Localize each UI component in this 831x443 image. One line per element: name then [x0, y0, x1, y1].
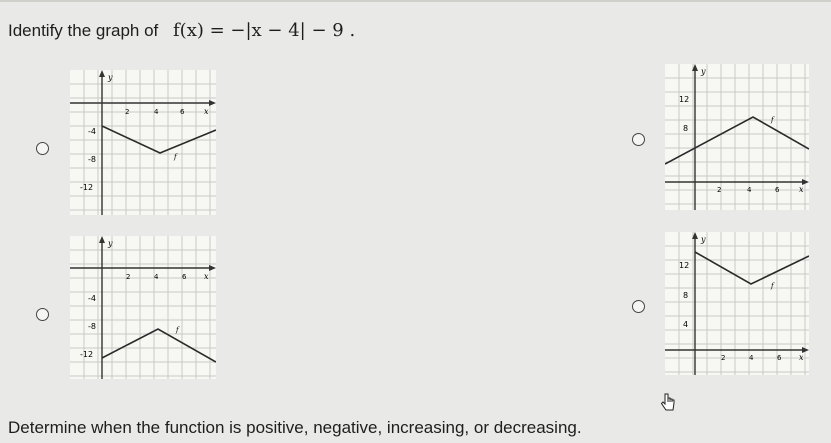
x-tick-label: 4: [747, 186, 752, 194]
curve-label: f: [174, 153, 177, 161]
y-tick-label: 12: [679, 95, 690, 104]
y-tick-label: -8: [88, 155, 96, 164]
x-tick-label: 2: [717, 186, 722, 194]
instructions-text: Determine when the function is positive, negative, increasing, or decreasing.: [8, 418, 582, 437]
y-tick-label: -12: [80, 350, 94, 359]
x-tick-label: 4: [154, 108, 159, 116]
x-axis-label: x: [204, 272, 209, 281]
question-prompt: Identify the graph of: [8, 21, 159, 40]
option-c-radio[interactable]: [36, 308, 49, 321]
x-axis-label: x: [799, 185, 804, 194]
option-d-graph: [665, 232, 809, 375]
option-d-plot: [665, 232, 809, 375]
y-axis-label: y: [108, 239, 113, 248]
option-b-graph: [665, 64, 809, 210]
option-a-graph: [70, 70, 216, 215]
y-tick-label: 4: [683, 320, 689, 329]
x-tick-label: 2: [126, 273, 131, 281]
x-tick-label: 6: [180, 108, 185, 116]
y-tick-label: -12: [80, 183, 94, 192]
x-tick-label: 6: [182, 273, 187, 281]
hand-pointer-icon: [660, 393, 676, 418]
curve-label: f: [771, 282, 774, 290]
y-tick-label: -8: [88, 322, 96, 331]
x-tick-label: 6: [777, 354, 782, 362]
x-axis-label: x: [799, 353, 804, 362]
y-tick-label: 8: [683, 291, 689, 300]
y-tick-label: -4: [88, 127, 96, 136]
y-axis-label: y: [108, 73, 113, 82]
curve-label: f: [176, 326, 179, 334]
option-d-radio[interactable]: [632, 300, 645, 313]
x-tick-label: 4: [154, 273, 159, 281]
x-tick-label: 4: [749, 354, 754, 362]
x-axis-label: x: [204, 107, 209, 116]
y-tick-label: 8: [683, 124, 689, 133]
x-tick-label: 2: [721, 354, 726, 362]
option-c-plot: [70, 236, 216, 379]
y-tick-label: 12: [679, 261, 690, 270]
function-formula: f(x) = −|x − 4| − 9 .: [173, 20, 356, 41]
option-a-radio[interactable]: [36, 142, 49, 155]
x-tick-label: 6: [775, 186, 780, 194]
x-tick-label: 2: [125, 108, 130, 116]
y-axis-label: y: [701, 235, 706, 244]
plot-background: [665, 232, 809, 375]
curve-label: f: [771, 116, 774, 124]
y-axis-label: y: [701, 67, 706, 76]
top-divider: [0, 0, 831, 2]
option-a-plot: [70, 70, 216, 215]
plot-background: [70, 70, 216, 215]
option-c-graph: [70, 236, 216, 379]
option-b-radio[interactable]: [632, 133, 645, 146]
question-text: [8, 20, 355, 41]
option-b-plot: [665, 64, 809, 210]
y-tick-label: -4: [88, 294, 96, 303]
